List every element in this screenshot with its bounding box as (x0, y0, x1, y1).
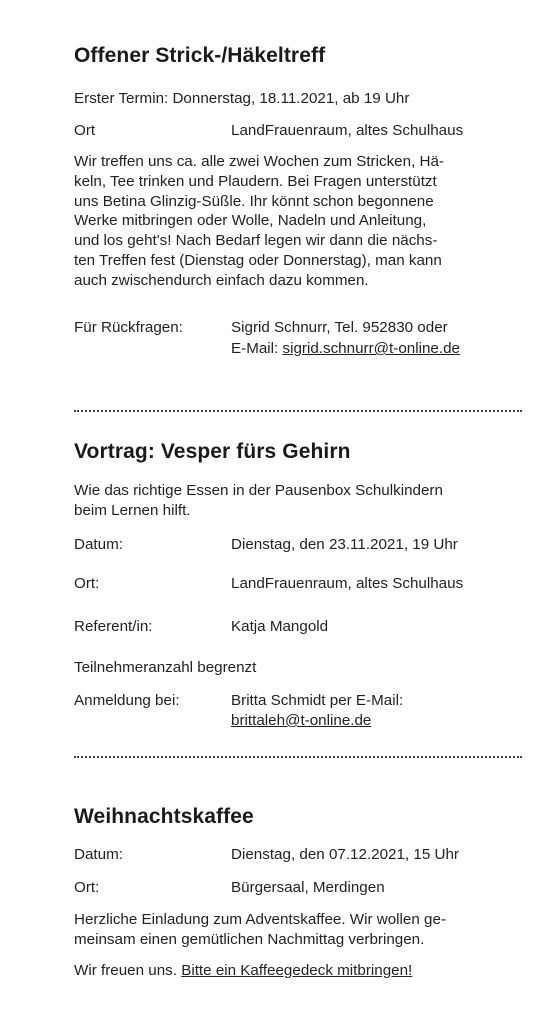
subtitle-line: Wie das richtige Essen in der Pausenbox Schulkindern (74, 482, 443, 499)
date-value: Dienstag, den 23.11.2021, 19 Uhr (231, 536, 458, 553)
participant-limit-note: Teilnehmeranzahl begrenzt (74, 659, 257, 676)
place-label: Ort (74, 122, 96, 139)
date-label: Datum: (74, 846, 123, 863)
contact-email-link[interactable]: sigrid.schnurr@t-online.de (282, 340, 460, 357)
paragraph-line: uns Betina Glinzig-Süßle. Ihr könnt schon begonnene (74, 192, 434, 210)
invitation-line: meinsam einen gemütlichen Nachmittag verbringen. (74, 930, 425, 948)
invitation-line: Herzliche Einladung zum Adventskaffee. Wir wollen ge- (74, 911, 446, 928)
paragraph-line: auch zwischendurch einfach dazu kommen. (74, 271, 369, 289)
place-value: LandFrauenraum, altes Schulhaus (231, 122, 464, 139)
first-date-line: Erster Termin: Donnerstag, 18.11.2021, ab 19 Uhr (74, 90, 410, 107)
date-label: Datum: (74, 536, 123, 553)
paragraph-line: Wir treffen uns ca. alle zwei Wochen zum Stricken, Hä- (74, 153, 444, 170)
section-title-vortrag: Vortrag: Vesper fürs Gehirn (74, 440, 351, 463)
subtitle-line: beim Lernen hilft. (74, 501, 191, 519)
registration-label: Anmeldung bei: (74, 692, 180, 709)
dotted-divider (74, 756, 522, 758)
contact-email-line (231, 340, 460, 357)
email-prefix: E-Mail: (231, 340, 283, 357)
contact-label: Für Rückfragen: (74, 319, 183, 336)
invitation-paragraph (74, 910, 524, 950)
subtitle-paragraph (74, 481, 524, 521)
dotted-divider (74, 410, 522, 412)
place-value: LandFrauenraum, altes Schulhaus (231, 575, 464, 592)
speaker-value: Katja Mangold (231, 618, 329, 635)
section-title-strick-haekeltreff: Offener Strick-/Häkeltreff (74, 44, 326, 67)
registration-line: Britta Schmidt per E-Mail: (231, 692, 404, 709)
place-value: Bürgersaal, Merdingen (231, 879, 385, 896)
contact-line: Sigrid Schnurr, Tel. 952830 oder (231, 319, 448, 336)
closing-text: Wir freuen uns. (74, 962, 182, 979)
section-title-weihnachtskaffee: Weihnachtskaffee (74, 805, 254, 828)
registration-email-link[interactable]: brittaleh@t-online.de (231, 712, 372, 729)
place-label: Ort: (74, 879, 100, 896)
closing-line (74, 962, 412, 979)
place-label: Ort: (74, 575, 100, 592)
description-paragraph (74, 152, 524, 291)
speaker-label: Referent/in: (74, 618, 153, 635)
paragraph-line: keln, Tee trinken und Plaudern. Bei Fragen unterstützt (74, 172, 437, 190)
date-value: Dienstag, den 07.12.2021, 15 Uhr (231, 846, 459, 863)
paragraph-line: ten Treffen fest (Dienstag oder Donnerstag), man kann (74, 251, 442, 269)
closing-underlined-text: Bitte ein Kaffeegedeck mitbringen! (181, 962, 413, 979)
paragraph-line: Werke mitbringen oder Wolle, Nadeln und Anleitung, (74, 212, 427, 230)
paragraph-line: und los geht's! Nach Bedarf legen wir dann die nächs- (74, 232, 438, 250)
